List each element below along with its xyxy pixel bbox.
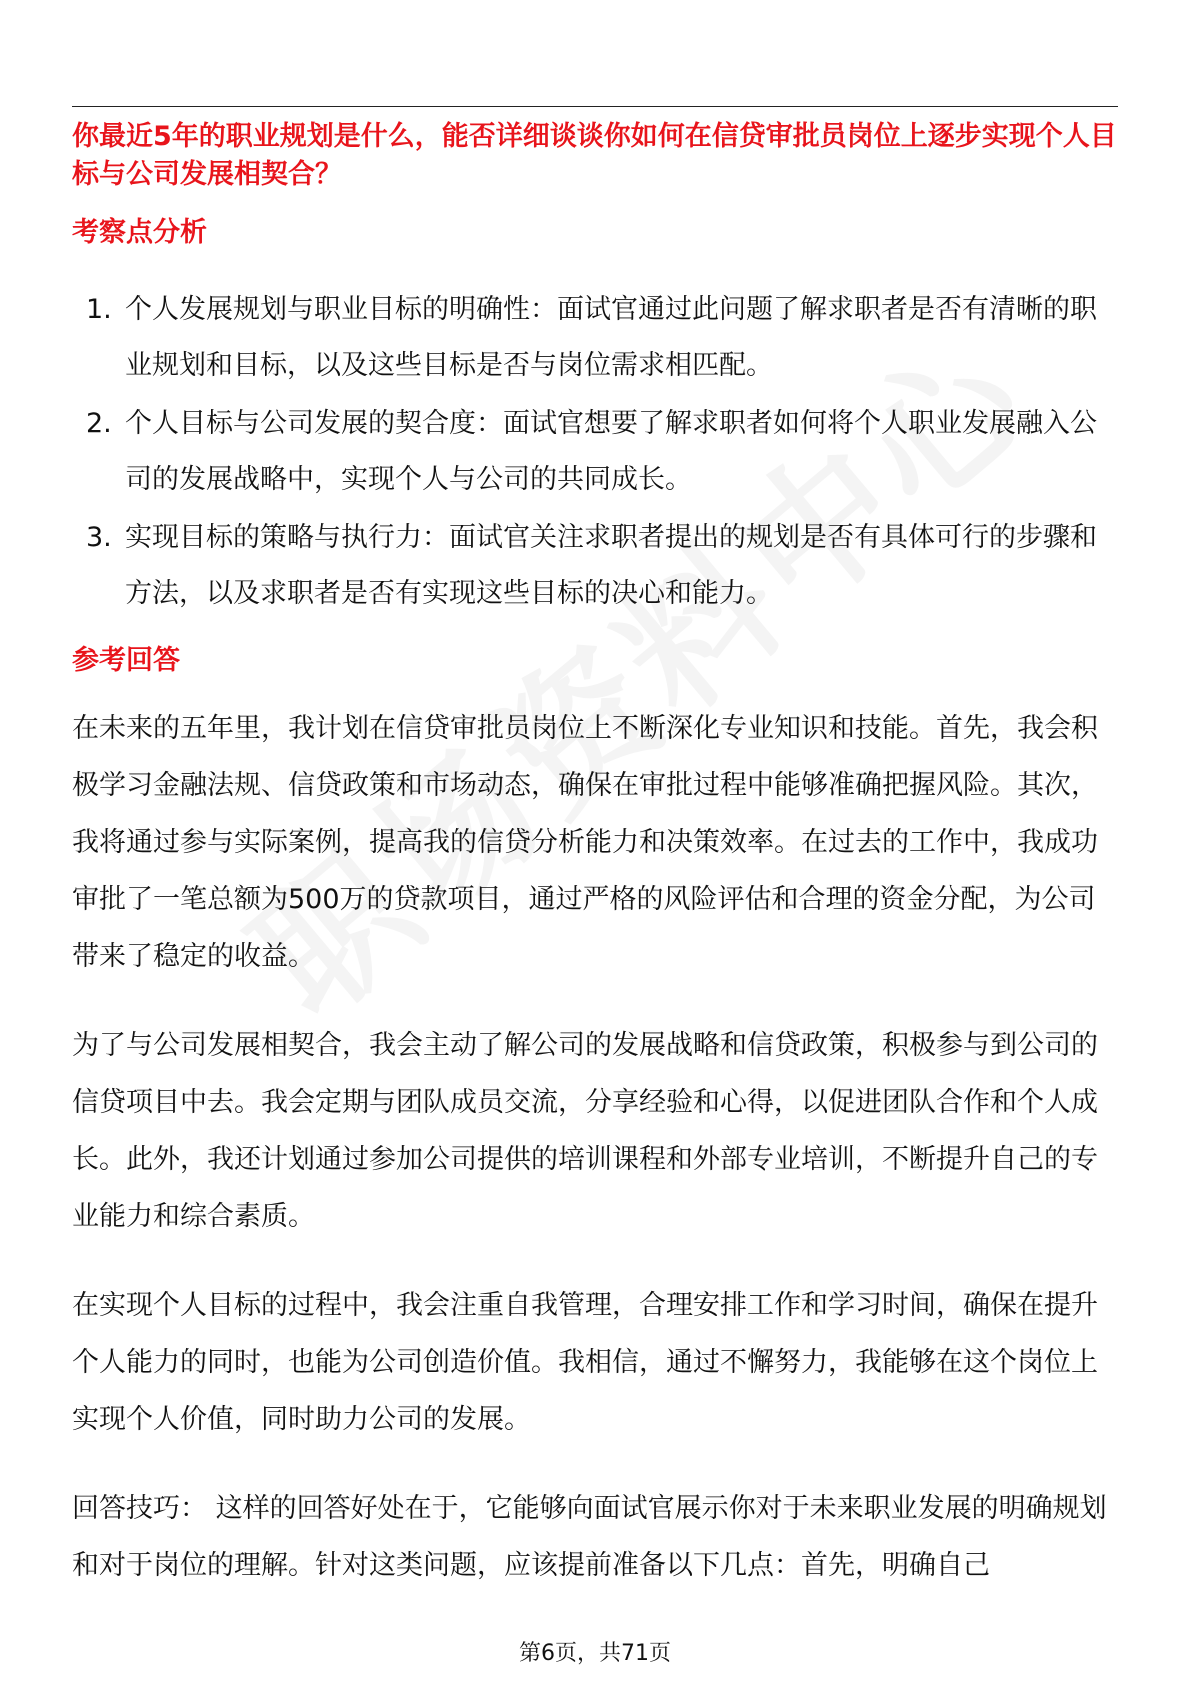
point-number: 2. bbox=[86, 408, 112, 439]
point-number: 1. bbox=[86, 294, 112, 325]
analysis-heading: 考察点分析 bbox=[72, 217, 207, 248]
analysis-point bbox=[72, 510, 1118, 622]
top-divider bbox=[72, 106, 1118, 107]
answer-paragraph: 在未来的五年里，我计划在信贷审批员岗位上不断深化专业知识和技能。首先，我会积极学习金融法规、信贷政策和市场动态，确保在审批过程中能够准确把握风险。其次，我将通过参与实际案例，提高我的信贷分析能力和决策效率。在过去的工作中，我成功审批了一笔总额为500万的贷款项目，通过严格的风险评估和合理的资金分配，为公司带来了稳定的收益。 bbox=[72, 713, 1098, 972]
page-number-footer: 第6页，共71页 bbox=[519, 1641, 671, 1666]
answer-heading: 参考回答 bbox=[72, 645, 180, 676]
analysis-point bbox=[72, 396, 1118, 508]
point-text: 个人目标与公司发展的契合度：面试官想要了解求职者如何将个人职业发展融入公司的发展战略中，实现个人与公司的共同成长。 bbox=[125, 408, 1097, 495]
point-text: 实现目标的策略与执行力：面试官关注求职者提出的规划是否有具体可行的步骤和方法，以及求职者是否有实现这些目标的决心和能力。 bbox=[125, 522, 1097, 609]
analysis-point bbox=[72, 282, 1118, 394]
question-title: 你最近5年的职业规划是什么，能否详细谈谈你如何在信贷审批员岗位上逐步实现个人目标与公司发展相契合？ bbox=[72, 121, 1117, 190]
analysis-points-list bbox=[72, 282, 1118, 622]
point-number: 3. bbox=[86, 522, 112, 553]
answer-paragraph: 为了与公司发展相契合，我会主动了解公司的发展战略和信贷政策，积极参与到公司的信贷项目中去。我会定期与团队成员交流，分享经验和心得，以促进团队合作和个人成长。此外，我还计划通过参加公司提供的培训课程和外部专业培训，不断提升自己的专业能力和综合素质。 bbox=[72, 1030, 1098, 1232]
tips-paragraph: 回答技巧： 这样的回答好处在于，它能够向面试官展示你对于未来职业发展的明确规划和对于岗位的理解。针对这类问题，应该提前准备以下几点：首先，明确自己 bbox=[72, 1493, 1107, 1581]
point-text: 个人发展规划与职业目标的明确性：面试官通过此问题了解求职者是否有清晰的职业规划和目标，以及这些目标是否与岗位需求相匹配。 bbox=[125, 294, 1097, 381]
answer-paragraph: 在实现个人目标的过程中，我会注重自我管理，合理安排工作和学习时间，确保在提升个人能力的同时，也能为公司创造价值。我相信，通过不懈努力，我能够在这个岗位上实现个人价值，同时助力公司的发展。 bbox=[72, 1290, 1098, 1435]
page-content bbox=[72, 118, 1118, 1594]
